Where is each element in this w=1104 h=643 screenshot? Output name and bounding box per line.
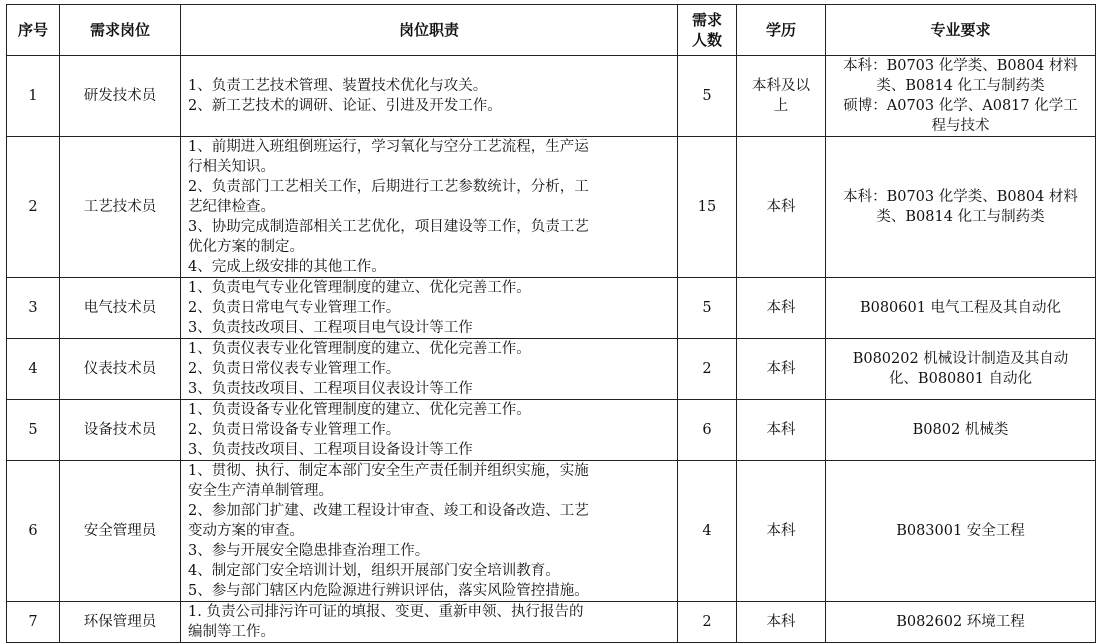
header-no: 序号: [7, 5, 60, 56]
duties-cell: [181, 137, 678, 278]
duty-line: 编制等工作。: [188, 624, 275, 640]
education-line: 本科: [766, 614, 796, 630]
major-line: B0802 机械类: [912, 422, 1009, 438]
table-row: [7, 461, 1096, 602]
duty-line: 1. 负责公司排污许可证的填报、变更、重新申领、执行报告的: [188, 604, 584, 620]
duty-line: 2、新工艺技术的调研、论证、引进及开发工作。: [188, 98, 502, 114]
duty-line: 1、贯彻、执行、制定本部门安全生产责任制并组织实施，实施: [188, 463, 589, 479]
major-line: 硕博：A0703 化学、A0817 化学工: [843, 98, 1078, 114]
header-post: 需求岗位: [60, 5, 181, 56]
education-line: 本科: [766, 361, 796, 377]
duty-line: 2、负责日常设备专业管理工作。: [188, 422, 401, 438]
duty-line: 3、协助完成制造部相关工艺优化，项目建设等工作，负责工艺: [188, 219, 589, 235]
duty-line: 艺纪律检查。: [188, 199, 275, 215]
duty-line: 3、负责技改项目、工程项目电气设计等工作: [188, 320, 473, 336]
header-count-line: 需求: [691, 11, 722, 29]
post-name: 工艺技术员: [60, 137, 181, 278]
duty-line: 3、参与开展安全隐患排查治理工作。: [188, 543, 430, 559]
major-line: 本科：B0703 化学类、B0804 材料: [843, 58, 1078, 74]
duty-line: 安全生产清单制管理。: [188, 483, 333, 499]
headcount: 5: [678, 56, 737, 137]
row-number: 3: [7, 278, 60, 339]
duty-line: 2、负责部门工艺相关工作，后期进行工艺参数统计，分析，工: [188, 179, 589, 195]
duty-line: 3、负责技改项目、工程项目设备设计等工作: [188, 442, 473, 458]
headcount: 15: [678, 137, 737, 278]
education: [737, 400, 826, 461]
headcount: 2: [678, 602, 737, 643]
header-education: 学历: [737, 5, 826, 56]
table-row: [7, 339, 1096, 400]
major-requirement: [826, 137, 1096, 278]
major-requirement: [826, 278, 1096, 339]
major-requirement: [826, 56, 1096, 137]
duties-cell: [181, 400, 678, 461]
table-row: [7, 602, 1096, 643]
major-line: B083001 安全工程: [896, 523, 1025, 539]
major-line: B082602 环境工程: [896, 614, 1025, 630]
duty-line: 1、负责仪表专业化管理制度的建立、优化完善工作。: [188, 341, 531, 357]
education-line: 本科: [766, 300, 796, 316]
recruitment-table: [6, 4, 1096, 643]
duty-line: 行相关知识。: [188, 159, 275, 175]
table-row: [7, 400, 1096, 461]
duty-line: 2、负责日常电气专业管理工作。: [188, 300, 401, 316]
table-header-row: [7, 5, 1096, 56]
row-number: 6: [7, 461, 60, 602]
major-requirement: [826, 400, 1096, 461]
duty-line: 4、制定部门安全培训计划，组织开展部门安全培训教育。: [188, 563, 560, 579]
header-count: [678, 5, 737, 56]
duty-line: 2、参加部门扩建、改建工程设计审查、竣工和设备改造、工艺: [188, 503, 589, 519]
major-requirement: [826, 602, 1096, 643]
post-name: 研发技术员: [60, 56, 181, 137]
row-number: 4: [7, 339, 60, 400]
duty-line: 5、参与部门辖区内危险源进行辨识评估，落实风险管控措施。: [188, 583, 589, 599]
education: [737, 461, 826, 602]
major-line: 化、B080801 自动化: [888, 371, 1033, 387]
duties-cell: [181, 56, 678, 137]
duties-cell: [181, 339, 678, 400]
header-duties: 岗位职责: [181, 5, 678, 56]
duty-line: 3、负责技改项目、工程项目仪表设计等工作: [188, 381, 473, 397]
post-name: 环保管理员: [60, 602, 181, 643]
duties-cell: [181, 278, 678, 339]
major-line: B080601 电气工程及其自动化: [859, 300, 1062, 316]
education-line: 本科: [766, 199, 796, 215]
major-line: 程与技术: [931, 118, 990, 134]
duties-cell: [181, 461, 678, 602]
major-line: 类、B0814 化工与制药类: [876, 78, 1045, 94]
duty-line: 变动方案的审查。: [188, 523, 304, 539]
education: [737, 56, 826, 137]
headcount: 2: [678, 339, 737, 400]
major-requirement: [826, 461, 1096, 602]
row-number: 1: [7, 56, 60, 137]
education-line: 本科及以: [752, 78, 810, 94]
post-name: 仪表技术员: [60, 339, 181, 400]
education: [737, 339, 826, 400]
header-count-line: 人数: [691, 31, 722, 49]
duty-line: 1、负责设备专业化管理制度的建立、优化完善工作。: [188, 402, 531, 418]
duty-line: 4、完成上级安排的其他工作。: [188, 259, 386, 275]
headcount: 6: [678, 400, 737, 461]
row-number: 7: [7, 602, 60, 643]
table-row: [7, 56, 1096, 137]
duty-line: 1、负责电气专业化管理制度的建立、优化完善工作。: [188, 280, 531, 296]
duty-line: 优化方案的制定。: [188, 239, 304, 255]
duties-cell: [181, 602, 678, 643]
education: [737, 602, 826, 643]
post-name: 安全管理员: [60, 461, 181, 602]
row-number: 5: [7, 400, 60, 461]
row-number: 2: [7, 137, 60, 278]
education: [737, 137, 826, 278]
header-major: 专业要求: [826, 5, 1096, 56]
major-requirement: [826, 339, 1096, 400]
post-name: 设备技术员: [60, 400, 181, 461]
major-line: B080202 机械设计制造及其自动: [852, 351, 1069, 367]
headcount: 4: [678, 461, 737, 602]
duty-line: 1、前期进入班组倒班运行，学习氧化与空分工艺流程，生产运: [188, 139, 589, 155]
education: [737, 278, 826, 339]
table-row: [7, 278, 1096, 339]
duty-line: 1、负责工艺技术管理、装置技术优化与攻关。: [188, 78, 488, 94]
headcount: 5: [678, 278, 737, 339]
education-line: 本科: [766, 523, 796, 539]
education-line: 上: [773, 98, 789, 114]
major-line: 本科：B0703 化学类、B0804 材料: [843, 189, 1078, 205]
table-row: [7, 137, 1096, 278]
post-name: 电气技术员: [60, 278, 181, 339]
education-line: 本科: [766, 422, 796, 438]
major-line: 类、B0814 化工与制药类: [876, 209, 1045, 225]
duty-line: 2、负责日常仪表专业管理工作。: [188, 361, 401, 377]
